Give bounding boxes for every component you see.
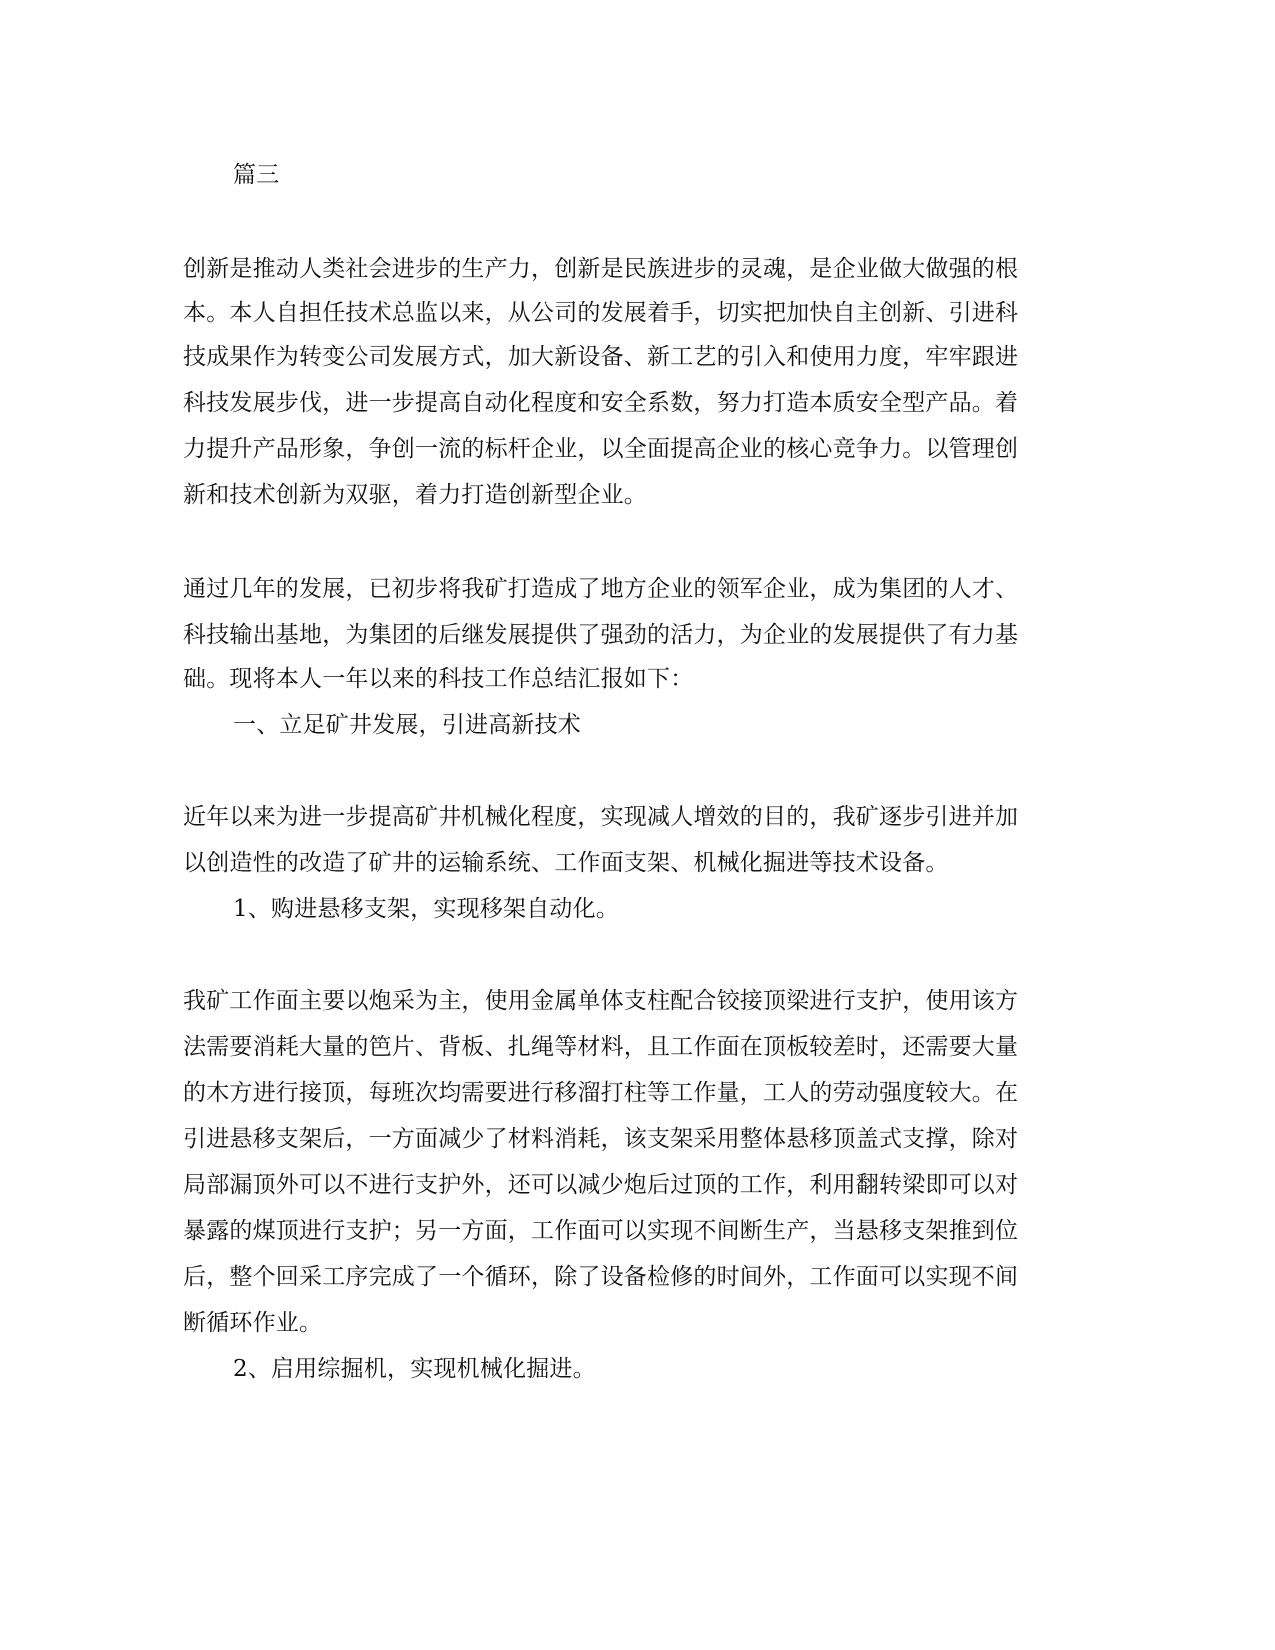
paragraph-2-line-1: 通过几年的发展，已初步将我矿打造成了地方企业的领军企业，成为集团的人才、 [183,576,1019,602]
paragraph-1-line-1: 创新是推动人类社会进步的生产力，创新是民族进步的灵魂，是企业做大做强的根 [183,256,1019,282]
document-heading: 篇三 [233,162,280,188]
paragraph-4-line-1: 我矿工作面主要以炮采为主，使用金属单体支柱配合铰接顶梁进行支护，使用该方 [183,988,1019,1014]
paragraph-3-line-2: 以创造性的改造了矿井的运输系统、工作面支架、机械化掘进等技术设备。 [183,850,949,876]
paragraph-1-line-3: 技成果作为转变公司发展方式，加大新设备、新工艺的引入和使用力度，牢牢跟进 [183,344,1019,370]
section-heading: 一、立足矿井发展，引进高新技术 [233,712,581,738]
paragraph-1-line-5: 力提升产品形象，争创一流的标杆企业，以全面提高企业的核心竞争力。以管理创 [183,436,1019,462]
paragraph-2-line-3: 础。现将本人一年以来的科技工作总结汇报如下： [183,666,694,692]
paragraph-4-line-4: 引进悬移支架后，一方面减少了材料消耗，该支架采用整体悬移顶盖式支撑，除对 [183,1126,1019,1152]
paragraph-1-line-2: 本。本人自担任技术总监以来，从公司的发展着手，切实把加快自主创新、引进科 [183,300,1019,326]
paragraph-1-line-4: 科技发展步伐，进一步提高自动化程度和安全系数，努力打造本质安全型产品。着 [183,390,1019,416]
item-2-heading: 2、启用综掘机，实现机械化掘进。 [233,1356,596,1382]
paragraph-4-line-6: 暴露的煤顶进行支护；另一方面，工作面可以实现不间断生产，当悬移支架推到位 [183,1218,1019,1244]
paragraph-4-line-2: 法需要消耗大量的笆片、背板、扎绳等材料，且工作面在顶板较差时，还需要大量 [183,1034,1019,1060]
paragraph-4-line-7: 后，整个回采工序完成了一个循环，除了设备检修的时间外，工作面可以实现不间 [183,1264,1019,1290]
paragraph-2-line-2: 科技输出基地，为集团的后继发展提供了强劲的活力，为企业的发展提供了有力基 [183,622,1019,648]
item-1-heading: 1、购进悬移支架，实现移架自动化。 [233,896,620,922]
paragraph-4-line-5: 局部漏顶外可以不进行支护外，还可以减少炮后过顶的工作，利用翻转梁即可以对 [183,1172,1019,1198]
paragraph-1-line-6: 新和技术创新为双驱，着力打造创新型企业。 [183,482,647,508]
paragraph-4-line-3: 的木方进行接顶，每班次均需要进行移溜打柱等工作量，工人的劳动强度较大。在 [183,1080,1019,1106]
paragraph-3-line-1: 近年以来为进一步提高矿井机械化程度，实现减人增效的目的，我矿逐步引进并加 [183,804,1019,830]
paragraph-4-line-8: 断循环作业。 [183,1310,323,1336]
